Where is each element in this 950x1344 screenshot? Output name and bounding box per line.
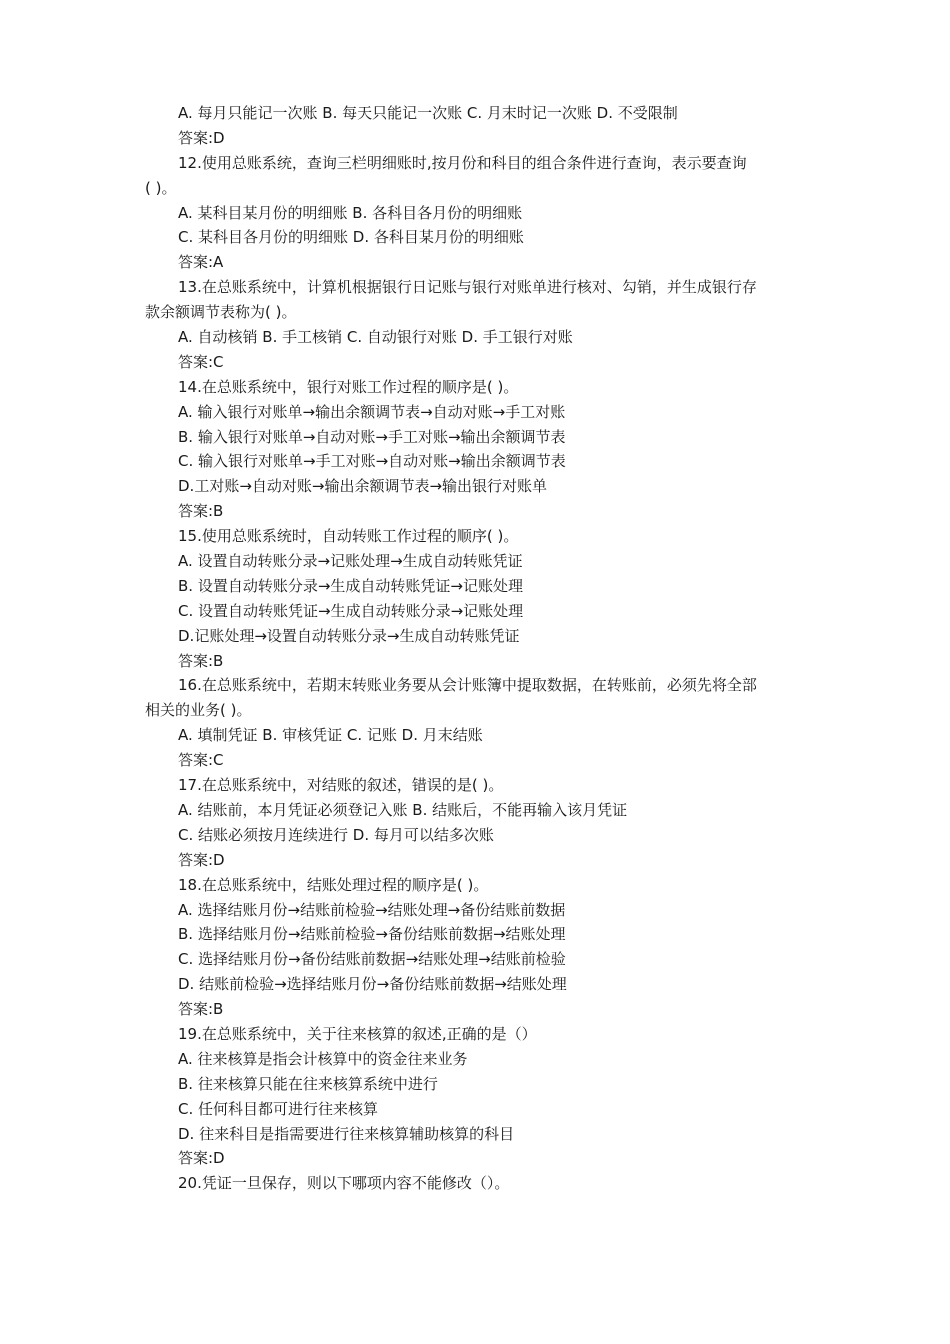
text-line: 答案:C: [178, 751, 224, 770]
text-line: D.工对账→自动对账→输出余额调节表→输出银行对账单: [178, 477, 548, 496]
text-line: D. 结账前检验→选择结账月份→备份结账前数据→结账处理: [178, 975, 567, 994]
text-line: 答案:A: [178, 253, 224, 272]
text-line: 答案:B: [178, 1000, 224, 1019]
text-line: C. 某科目各月份的明细账 D. 各科目某月份的明细账: [178, 228, 524, 247]
text-line: B. 输入银行对账单→自动对账→手工对账→输出余额调节表: [178, 427, 566, 446]
text-line: 14.在总账系统中，银行对账工作过程的顺序是( )。: [178, 377, 519, 396]
text-line: 17.在总账系统中，对结账的叙述，错误的是( )。: [178, 776, 504, 795]
text-line: 20.凭证一旦保存，则以下哪项内容不能修改（）。: [178, 1174, 510, 1193]
text-line: C. 输入银行对账单→手工对账→自动对账→输出余额调节表: [178, 452, 566, 471]
text-line: 答案:D: [178, 128, 225, 147]
text-line: A. 选择结账月份→结账前检验→结账处理→备份结账前数据: [178, 900, 566, 919]
text-line: 答案:C: [178, 352, 224, 371]
text-line: 18.在总账系统中，结账处理过程的顺序是( )。: [178, 875, 489, 894]
text-line: A. 自动核销 B. 手工核销 C. 自动银行对账 D. 手工银行对账: [178, 328, 573, 347]
text-line: C. 选择结账月份→备份结账前数据→结账处理→结账前检验: [178, 950, 566, 969]
text-line: ( )。: [145, 178, 177, 197]
text-line: C. 设置自动转账凭证→生成自动转账分录→记账处理: [178, 601, 524, 620]
text-line: A. 每月只能记一次账 B. 每天只能记一次账 C. 月末时记一次账 D. 不受限制: [178, 104, 678, 122]
text-line: 12.使用总账系统，查询三栏明细账时,按月份和科目的组合条件进行查询，表示要查询: [178, 153, 747, 172]
text-line: 15.使用总账系统时，自动转账工作过程的顺序( )。: [178, 527, 519, 546]
text-line: C. 结账必须按月连续进行 D. 每月可以结多次账: [178, 825, 494, 844]
text-line: 19.在总账系统中，关于往来核算的叙述,正确的是（）: [178, 1024, 537, 1043]
text-line: D.记账处理→设置自动转账分录→生成自动转账凭证: [178, 626, 520, 645]
document-body: [145, 101, 813, 1196]
text-line: A. 结账前，本月凭证必须登记入账 B. 结账后，不能再输入该月凭证: [178, 800, 628, 819]
text-line: A. 输入银行对账单→输出余额调节表→自动对账→手工对账: [178, 402, 566, 421]
text-line: A. 设置自动转账分录→记账处理→生成自动转账凭证: [178, 552, 523, 571]
text-line: 13.在总账系统中，计算机根据银行日记账与银行对账单进行核对、勾销，并生成银行存: [178, 278, 757, 297]
text-line: 答案:D: [178, 850, 225, 869]
text-line: D. 往来科目是指需要进行往来核算辅助核算的科目: [178, 1124, 515, 1143]
text-line: 答案:B: [178, 502, 224, 521]
text-line: C. 任何科目都可进行往来核算: [178, 1099, 379, 1118]
text-line: 相关的业务( )。: [145, 701, 252, 720]
text-line: B. 往来核算只能在往来核算系统中进行: [178, 1074, 438, 1093]
text-line: A. 某科目某月份的明细账 B. 各科目各月份的明细账: [178, 203, 523, 222]
text-line: A. 填制凭证 B. 审核凭证 C. 记账 D. 月末结账: [178, 726, 483, 745]
text-line: 16.在总账系统中，若期末转账业务要从会计账簿中提取数据，在转账前，必须先将全部: [178, 676, 757, 695]
text-line: A. 往来核算是指会计核算中的资金往来业务: [178, 1049, 468, 1068]
text-line: 答案:B: [178, 651, 224, 670]
text-line: 答案:D: [178, 1149, 225, 1168]
text-line: 款余额调节表称为( )。: [145, 303, 297, 322]
text-line: B. 选择结账月份→结账前检验→备份结账前数据→结账处理: [178, 925, 566, 944]
text-line: B. 设置自动转账分录→生成自动转账凭证→记账处理: [178, 576, 523, 595]
